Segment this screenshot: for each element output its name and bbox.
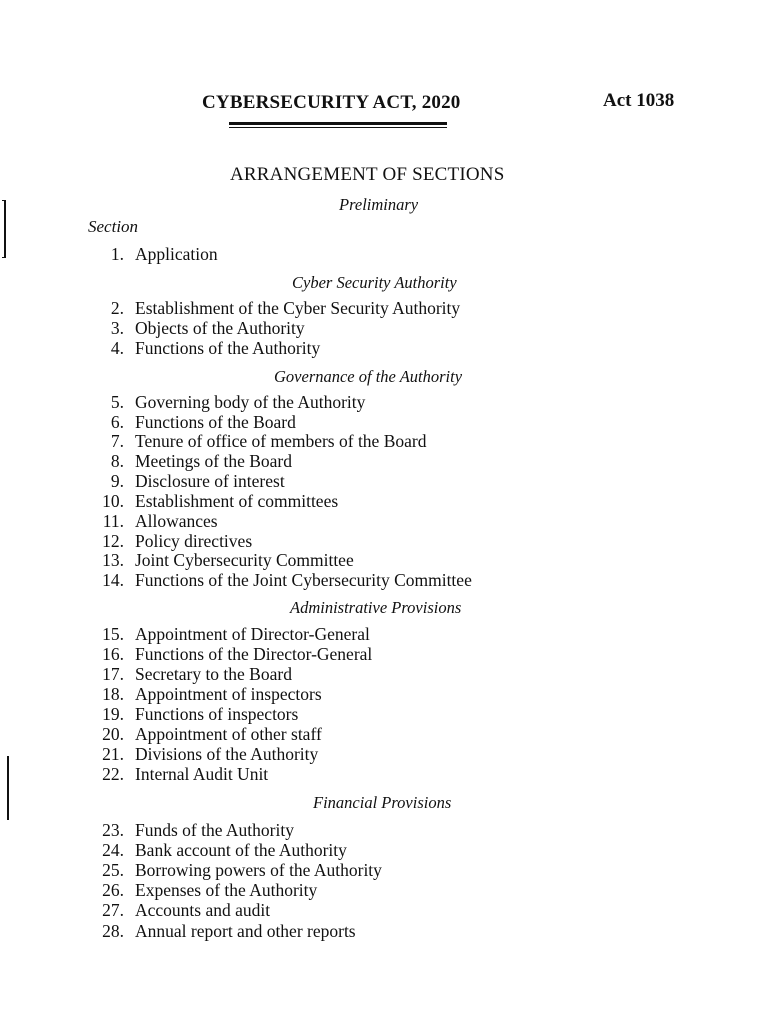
section-number: 5. [110, 392, 124, 412]
section-number: 26. [102, 880, 124, 900]
section-title: Internal Audit Unit [135, 764, 269, 784]
arrangement-heading: ARRANGEMENT OF SECTIONS [230, 164, 505, 185]
section-title: Functions of inspectors [135, 704, 299, 724]
section-title: Appointment of other staff [135, 724, 322, 744]
list-item [88, 900, 270, 920]
section-number: 13. [102, 550, 124, 570]
list-item [88, 880, 317, 900]
list-item [88, 431, 426, 451]
section-title: Annual report and other reports [135, 921, 356, 941]
scan-binding-mark [7, 756, 9, 820]
act-title: CYBERSECURITY ACT, 2020 [202, 92, 461, 113]
group-heading-administrative: Administrative Provisions [290, 598, 462, 617]
scan-binding-mark [2, 257, 6, 258]
section-title: Appointment of inspectors [135, 684, 322, 704]
section-title: Meetings of the Board [135, 451, 292, 471]
list-item [88, 412, 296, 432]
section-number: 15. [102, 624, 124, 644]
list-item [88, 471, 285, 491]
section-title: Borrowing powers of the Authority [135, 860, 382, 880]
section-column-label: Section [88, 217, 139, 236]
section-title: Divisions of the Authority [135, 744, 319, 764]
section-number: 11. [102, 511, 124, 531]
list-item [88, 550, 354, 570]
section-title: Secretary to the Board [135, 664, 292, 684]
section-title: Bank account of the Authority [135, 840, 347, 860]
list-item [88, 491, 338, 511]
section-title: Policy directives [135, 531, 253, 551]
scan-binding-mark [4, 200, 6, 258]
section-number: 24. [102, 840, 124, 860]
list-item [88, 298, 460, 318]
scan-binding-mark [2, 200, 6, 201]
section-number: 1. [110, 244, 124, 264]
section-title: Allowances [135, 511, 218, 531]
list-item [88, 840, 347, 860]
title-rule-thin [229, 127, 447, 128]
section-number: 3. [110, 318, 124, 338]
section-number: 6. [110, 412, 124, 432]
section-title: Funds of the Authority [135, 820, 294, 840]
list-item [88, 338, 320, 358]
section-number: 21. [102, 744, 124, 764]
section-title: Joint Cybersecurity Committee [135, 550, 354, 570]
list-item [88, 451, 292, 471]
list-item [88, 531, 252, 551]
section-number: 17. [102, 664, 124, 684]
list-item [88, 644, 372, 664]
section-number: 28. [102, 921, 124, 941]
list-item [88, 921, 356, 941]
section-title: Functions of the Authority [135, 338, 321, 358]
section-title: Application [135, 244, 218, 264]
list-item [88, 724, 322, 744]
section-title: Expenses of the Authority [135, 880, 318, 900]
section-number: 2. [110, 298, 124, 318]
section-title: Governing body of the Authority [135, 392, 366, 412]
list-item [88, 704, 298, 724]
section-title: Disclosure of interest [135, 471, 285, 491]
group-heading-preliminary: Preliminary [339, 195, 419, 214]
list-item [88, 511, 218, 531]
group-heading-cyber-security-authority: Cyber Security Authority [292, 273, 457, 292]
section-title: Appointment of Director-General [135, 624, 370, 644]
section-title: Accounts and audit [135, 900, 271, 920]
section-number: 10. [102, 491, 124, 511]
section-title: Objects of the Authority [135, 318, 305, 338]
group-heading-governance: Governance of the Authority [274, 367, 463, 386]
title-rule-thick [229, 122, 447, 125]
section-title: Functions of the Joint Cybersecurity Committee [135, 570, 472, 590]
group-heading-financial: Financial Provisions [313, 793, 452, 812]
section-number: 8. [110, 451, 124, 471]
section-number: 27. [102, 900, 124, 920]
section-title: Establishment of the Cyber Security Authority [135, 298, 461, 318]
act-number: Act 1038 [603, 90, 675, 111]
section-title: Functions of the Board [135, 412, 296, 432]
section-number: 19. [102, 704, 124, 724]
list-item [88, 570, 472, 590]
section-number: 7. [110, 431, 124, 451]
list-item [88, 244, 218, 264]
list-item [88, 684, 322, 704]
list-item [88, 820, 294, 840]
list-item [88, 624, 370, 644]
section-number: 23. [102, 820, 124, 840]
section-number: 12. [102, 531, 124, 551]
section-title: Establishment of committees [135, 491, 339, 511]
section-number: 22. [102, 764, 124, 784]
list-item [88, 392, 365, 412]
list-item [88, 764, 268, 784]
section-number: 25. [102, 860, 124, 880]
section-number: 18. [102, 684, 124, 704]
section-number: 16. [102, 644, 124, 664]
section-number: 9. [110, 471, 124, 491]
list-item [88, 664, 292, 684]
section-number: 14. [102, 570, 124, 590]
section-title: Tenure of office of members of the Board [135, 431, 427, 451]
section-number: 4. [110, 338, 124, 358]
section-number: 20. [102, 724, 124, 744]
section-title: Functions of the Director-General [135, 644, 373, 664]
list-item [88, 744, 318, 764]
list-item [88, 318, 305, 338]
list-item [88, 860, 382, 880]
